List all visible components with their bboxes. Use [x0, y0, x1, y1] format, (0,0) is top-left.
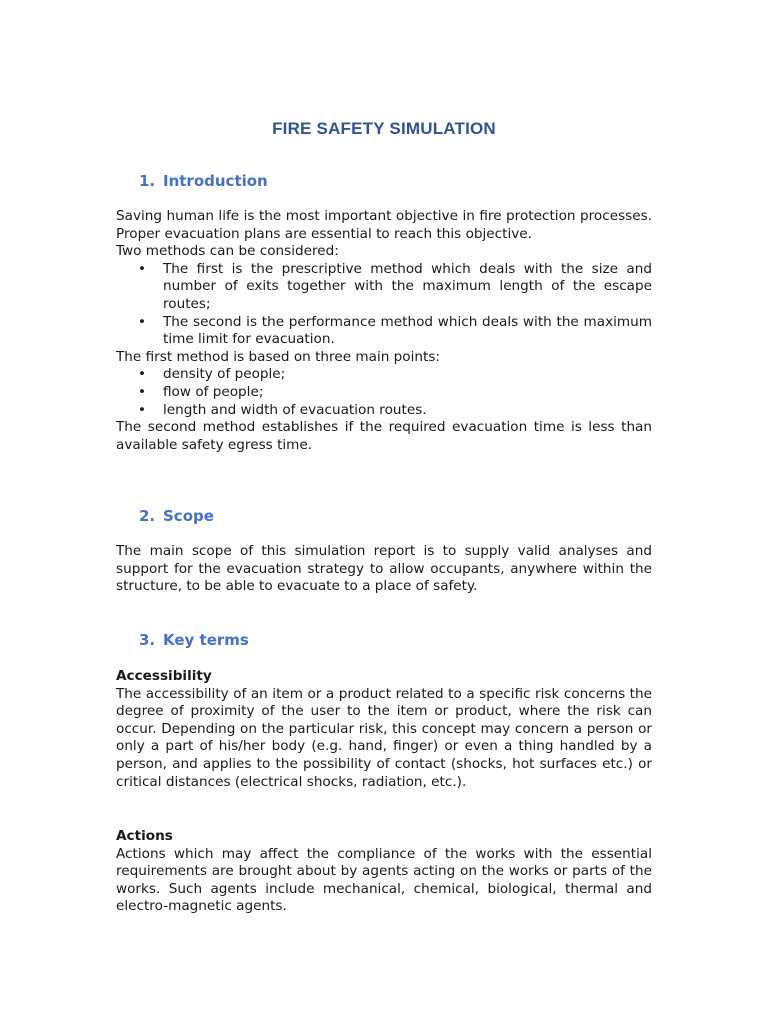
list-item: • The second is the performance method which deals with the maximum time limit for evacuation.	[138, 313, 652, 348]
term-definition: Actions which may affect the compliance of the works with the essential requirements are brought about by agents acting on the works or parts of the works. Such agents include mechanical, chemical, biological, thermal and electro-magnetic agents.	[116, 845, 652, 915]
methods-lead: Two methods can be considered:	[116, 243, 339, 260]
section-heading-introduction	[139, 172, 268, 190]
points-list	[116, 366, 652, 419]
scope-paragraph: The main scope of this simulation report is to supply valid analyses and support for the evacuation strategy to allow occupants, anywhere within the structure, to be able to evacuate to a place of safety.	[116, 543, 652, 595]
list-item: • The first is the prescriptive method which deals with the size and number of exits together with the maximum length of the escape routes;	[138, 260, 652, 312]
bullet-icon: •	[138, 313, 147, 330]
introduction-body	[116, 208, 652, 454]
introduction-closing: The second method establishes if the required evacuation time is less than available safety egress time.	[116, 419, 652, 453]
list-item: • flow of people;	[138, 383, 264, 400]
section-heading-scope	[139, 507, 214, 525]
term-actions	[116, 828, 652, 916]
section-title: Scope	[163, 507, 214, 525]
list-item: • length and width of evacuation routes.	[138, 401, 427, 418]
bullet-icon: •	[138, 383, 147, 400]
bullet-icon: •	[138, 366, 147, 383]
section-title: Introduction	[163, 172, 268, 190]
bullet-icon: •	[138, 401, 147, 418]
section-title: Key terms	[163, 631, 249, 649]
section-number: 3.	[139, 631, 156, 649]
scope-body	[116, 543, 652, 596]
methods-list	[116, 261, 652, 349]
list-item: • density of people;	[138, 366, 286, 383]
document-title: FIRE SAFETY SIMULATION	[272, 119, 496, 138]
bullet-icon: •	[138, 260, 147, 277]
section-number: 1.	[139, 172, 156, 190]
term-definition: The accessibility of an item or a product related to a specific risk concerns the degree of proximity of the user to the item or product, where the risk can occur. Depending on the particular risk, this concept may concern a person or only a part of his/her body (e.g. hand, finger) or even a thing handled by a person, and applies to the possibility of contact (shocks, hot surfaces etc.) or critical distances (electrical shocks, radiation, etc.).	[116, 685, 652, 790]
section-number: 2.	[139, 507, 156, 525]
introduction-paragraph: Saving human life is the most important objective in fire protection processes. Proper evacuation plans are essential to reach this objective.	[116, 208, 652, 242]
points-lead: The first method is based on three main points:	[116, 348, 440, 365]
term-title: Actions	[116, 828, 173, 844]
term-title: Accessibility	[116, 668, 212, 684]
section-heading-key-terms	[139, 631, 249, 649]
term-accessibility	[116, 668, 652, 791]
